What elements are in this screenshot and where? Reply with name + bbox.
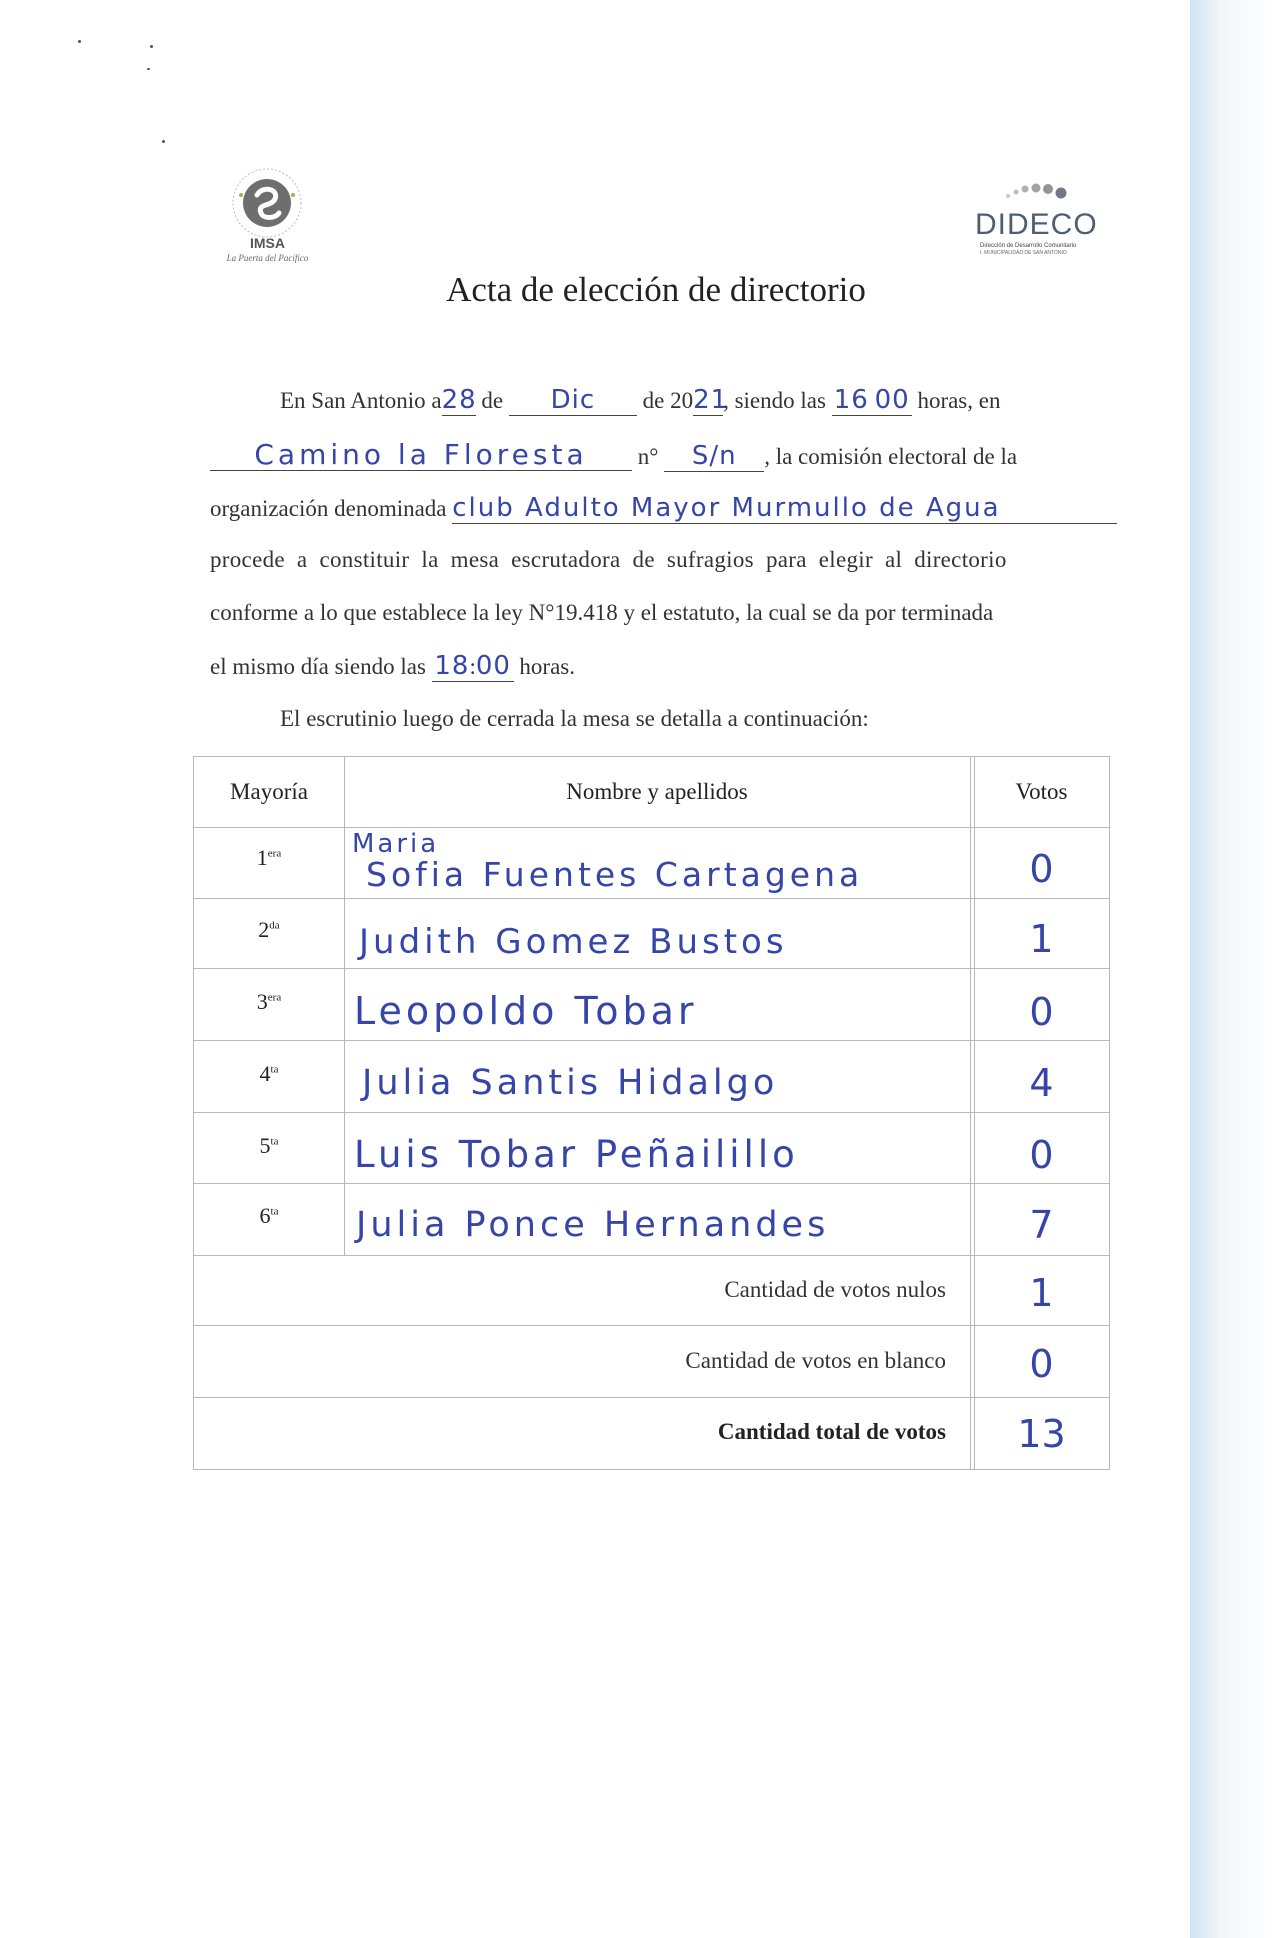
scan-edge [1190, 0, 1275, 1938]
text: de [481, 388, 504, 413]
row-divider [194, 1255, 1109, 1256]
vote-count: 0 [1029, 1133, 1054, 1177]
text: n° [637, 444, 659, 469]
candidate-name: Luis Tobar Peñailillo [354, 1133, 799, 1176]
null-votes-count: 1 [1029, 1271, 1054, 1315]
start-hour-field: 16 [833, 385, 869, 415]
vote-count: 0 [1029, 847, 1054, 891]
row-divider [194, 1325, 1109, 1326]
candidate-name: Leopoldo Tobar [354, 989, 698, 1033]
paragraph-line-1 [280, 385, 1170, 416]
paragraph-line-3 [210, 493, 1100, 524]
rank-cell: $3^{era}$ [256, 989, 282, 1014]
vote-count: 0 [1029, 990, 1054, 1034]
scan-speck [147, 68, 150, 70]
rank-cell: $4^{ta}$ [259, 1061, 279, 1086]
row-divider [194, 827, 1109, 828]
results-table [193, 756, 1110, 1470]
text: de 20 [642, 388, 694, 413]
number-field: S/n [691, 441, 737, 471]
rank-cell: $1^{era}$ [256, 845, 282, 870]
scan-speck [162, 140, 165, 143]
total-votes-label: Cantidad total de votos [717, 1419, 946, 1444]
place-field: Camino la Floresta [254, 438, 588, 471]
candidate-name-first: Maria [352, 829, 440, 859]
imsa-tagline: La Puerta del Pacífico [226, 253, 309, 263]
row-divider [194, 1397, 1109, 1398]
organization-field: club Adulto Mayor Murmullo de Agua [452, 493, 1001, 523]
seal-icon [227, 165, 307, 245]
blank-votes-count: 0 [1029, 1342, 1054, 1386]
text: procede a constituir la mesa escrutadora de sufragios para elegir al directorio [210, 547, 1007, 572]
text: El escrutinio luego de cerrada la mesa se detalla a continuación: [280, 706, 869, 731]
candidate-name: Sofia Fuentes Cartagena [366, 855, 864, 894]
column-divider [970, 757, 971, 1469]
paragraph-line-5 [210, 598, 1100, 628]
imsa-logo [215, 165, 320, 270]
rank-cell: $6^{ta}$ [259, 1203, 279, 1228]
null-votes-label: Cantidad de votos nulos [724, 1277, 946, 1302]
text: En San Antonio a [280, 388, 442, 413]
time-separator: : [469, 654, 476, 679]
scan-speck [78, 40, 81, 43]
text: , siendo las [723, 388, 826, 413]
text: horas, en [917, 388, 1001, 413]
scan-speck [150, 45, 153, 48]
row-divider [194, 898, 1109, 899]
day-field: 28 [441, 385, 477, 415]
paragraph-line-2 [210, 440, 1100, 472]
paragraph-line-4 [210, 545, 1100, 575]
dideco-logo [970, 180, 1098, 260]
row-divider [194, 1112, 1109, 1113]
document-title [0, 270, 1275, 310]
month-field: Dic [550, 385, 596, 415]
text: organización denominada [210, 496, 447, 521]
start-minute-field: 00 [874, 385, 910, 415]
dideco-subtitle: Dirección de Desarrollo Comunitario [980, 243, 1077, 249]
blank-votes-label: Cantidad de votos en blanco [685, 1348, 946, 1373]
dideco-municipality: I. MUNICIPALIDAD DE SAN ANTONIO [980, 250, 1067, 256]
row-divider [194, 968, 1109, 969]
year-field: 21 [693, 385, 729, 415]
candidate-name: Julia Ponce Hernandes [356, 1205, 830, 1245]
candidate-name: Julia Santis Hidalgo [362, 1063, 779, 1103]
header-rank: Mayoría [230, 779, 308, 804]
end-hour-field: 18 [434, 651, 470, 681]
vote-count: 7 [1029, 1203, 1054, 1247]
dots-logo-icon [970, 180, 1095, 210]
end-minute-field: 00 [475, 651, 511, 681]
title-text: Acta de elección de directorio [446, 270, 866, 309]
dideco-name: DIDECO [975, 208, 1098, 241]
column-divider [344, 757, 345, 1255]
total-votes-count: 13 [1017, 1412, 1066, 1456]
imsa-name: IMSA [250, 235, 285, 251]
row-divider [194, 1183, 1109, 1184]
candidate-name: Judith Gomez Bustos [359, 922, 788, 962]
text: horas. [519, 654, 575, 679]
paragraph-line-7 [280, 704, 1170, 734]
vote-count: 1 [1029, 917, 1054, 961]
vote-count: 4 [1029, 1061, 1054, 1105]
rank-cell: $2^{da}$ [258, 917, 280, 942]
row-divider [194, 1040, 1109, 1041]
text: , la comisión electoral de la [764, 444, 1018, 469]
paragraph-line-6 [210, 651, 1100, 682]
text: conforme a lo que establece la ley N°19.418 y el estatuto, la cual se da por terminada [210, 600, 994, 625]
text: el mismo día siendo las [210, 654, 426, 679]
header-name: Nombre y apellidos [566, 779, 748, 804]
header-votes: Votos [1015, 779, 1068, 804]
rank-cell: $5^{ta}$ [259, 1133, 279, 1158]
